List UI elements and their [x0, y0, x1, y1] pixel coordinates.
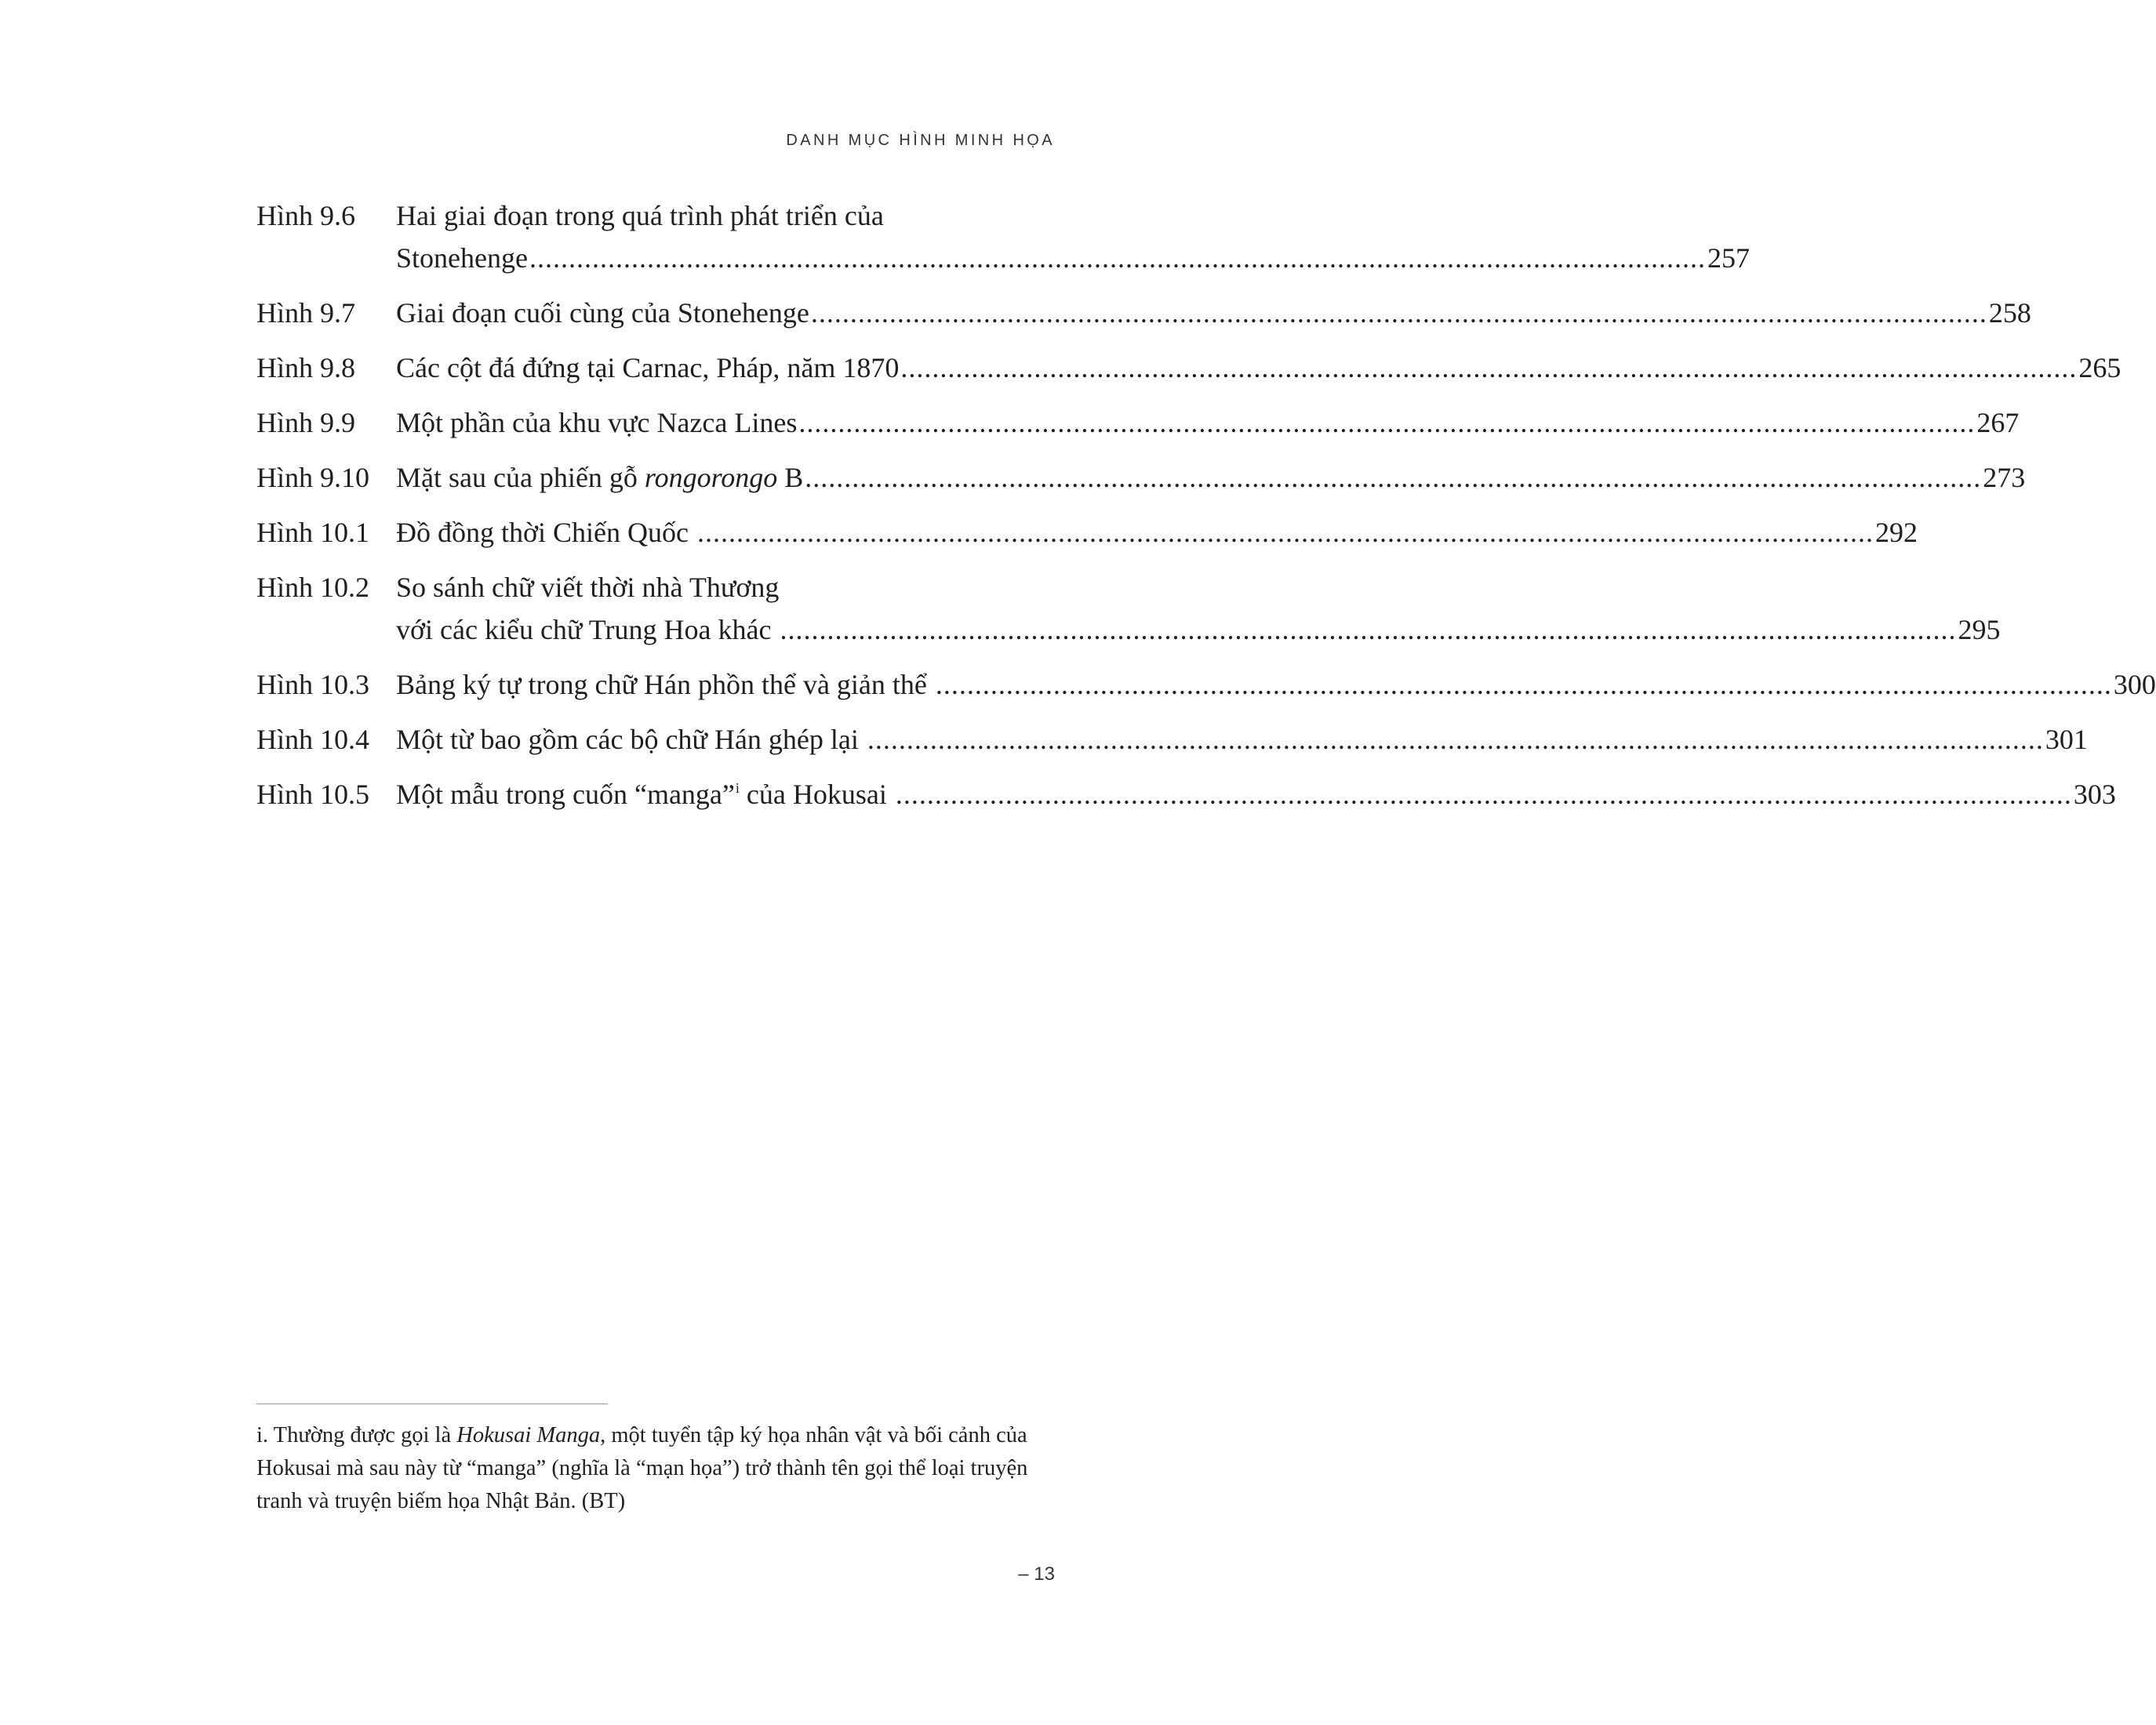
footnote-text: , một tuyển tập ký họa nhân vật và bối cảnh của Hokusai mà sau này từ “manga” (nghĩa là “mạn họa”) trở thành tên gọi thể loại truyện tranh và truyện biếm họa Nhật Bản. (BT) — [256, 1423, 1028, 1513]
figure-title: Đồ đồng thời Chiến Quốc — [396, 517, 696, 548]
dot-leader — [798, 401, 1975, 444]
list-item — [256, 456, 2026, 499]
list-item — [256, 566, 2001, 651]
leader-line — [396, 663, 2156, 706]
dot-leader — [936, 663, 2112, 706]
dot-leader — [805, 456, 1981, 499]
figure-title: Các cột đá đứng tại Carnac, Pháp, năm 1870 — [396, 352, 900, 383]
list-item — [256, 194, 1750, 279]
figure-title: Một từ bao gồm các bộ chữ Hán ghép lại — [396, 724, 866, 755]
figure-title-line: So sánh chữ viết thời nhà Thương — [396, 572, 780, 603]
dot-leader — [811, 292, 1987, 334]
page-ref[interactable]: 267 — [1976, 407, 2020, 438]
list-item — [256, 511, 1918, 554]
figure-entry-body — [396, 663, 2156, 706]
list-item — [256, 663, 2156, 706]
title-italic: rongorongo — [644, 462, 778, 493]
dot-leader — [780, 608, 1956, 651]
page-ref[interactable]: 303 — [2073, 779, 2116, 810]
title-text: của Hokusai — [739, 779, 894, 810]
dot-leader — [697, 511, 1874, 554]
running-head: DANH MỤC HÌNH MINH HỌA — [786, 132, 1055, 149]
figure-label: Hình 10.4 — [256, 724, 369, 755]
page-ref[interactable]: 301 — [2045, 724, 2088, 755]
figure-entry-body — [396, 718, 2088, 761]
leader-line — [396, 773, 2116, 815]
figure-label: Hình 10.1 — [256, 517, 369, 548]
figure-label: Hình 10.3 — [256, 669, 369, 700]
figure-title — [396, 456, 803, 499]
figure-entry-body — [396, 511, 1918, 554]
figure-entry-body — [396, 566, 2000, 651]
dot-leader — [900, 347, 2077, 389]
list-item — [256, 401, 2020, 444]
page-ref[interactable]: 292 — [1875, 517, 1918, 548]
figure-title: với các kiểu chữ Trung Hoa khác — [396, 614, 779, 645]
leader-line — [396, 608, 2000, 651]
leader-line — [396, 237, 1750, 279]
figure-title-line: Hai giai đoạn trong quá trình phát triển của — [396, 200, 884, 231]
page-ref[interactable]: 300 — [2113, 669, 2156, 700]
footnote-ref[interactable]: i — [735, 780, 740, 796]
footnote-italic: Hokusai Manga — [456, 1423, 601, 1447]
dot-leader — [529, 237, 1706, 279]
figure-entry-body — [396, 292, 2031, 334]
figure-entry-body — [396, 401, 2019, 444]
figure-title — [396, 773, 894, 815]
page-ref[interactable]: 258 — [1988, 297, 2031, 329]
title-text: Một mẫu trong cuốn “manga” — [396, 779, 735, 810]
figure-label: Hình 9.10 — [256, 462, 369, 493]
list-item — [256, 292, 2031, 334]
figure-entry-body — [396, 194, 1750, 279]
figure-label: Hình 9.7 — [256, 297, 355, 329]
leader-line — [396, 718, 2088, 761]
figure-title: Giai đoạn cuối cùng của Stonehenge — [396, 297, 809, 329]
figure-label: Hình 9.8 — [256, 352, 355, 383]
figure-entry-body — [396, 456, 2025, 499]
leader-line — [396, 347, 2121, 389]
page-ref[interactable]: 265 — [2078, 352, 2121, 383]
figure-label: Hình 9.6 — [256, 200, 355, 231]
figure-entry-body — [396, 347, 2121, 389]
title-text: B — [777, 462, 804, 493]
footnote — [256, 1419, 1056, 1518]
page-ref[interactable]: 273 — [1983, 462, 2026, 493]
page-number: – 13 — [1018, 1563, 1055, 1585]
figure-title: Bảng ký tự trong chữ Hán phồn thể và giản thể — [396, 669, 934, 700]
page-ref[interactable]: 257 — [1707, 242, 1750, 274]
figure-label: Hình 9.9 — [256, 407, 355, 438]
figure-label: Hình 10.5 — [256, 779, 369, 810]
leader-line — [396, 292, 2031, 334]
figure-entry-body — [396, 773, 2116, 815]
list-item — [256, 347, 2121, 389]
dot-leader — [867, 718, 2044, 761]
page-ref[interactable]: 295 — [1958, 614, 2001, 645]
figure-title: Một phần của khu vực Nazca Lines — [396, 407, 798, 438]
title-text: Mặt sau của phiến gỗ — [396, 462, 645, 493]
dot-leader — [896, 773, 2072, 815]
figure-label: Hình 10.2 — [256, 572, 369, 603]
figure-title: Stonehenge — [396, 242, 528, 274]
leader-line — [396, 511, 1918, 554]
list-item — [256, 718, 2088, 761]
list-item — [256, 773, 2116, 815]
figure-list — [256, 194, 2156, 828]
footnote-text: Thường được gọi là — [268, 1423, 457, 1447]
leader-line — [396, 456, 2025, 499]
leader-line — [396, 401, 2019, 444]
footnote-marker: i. — [256, 1423, 269, 1447]
